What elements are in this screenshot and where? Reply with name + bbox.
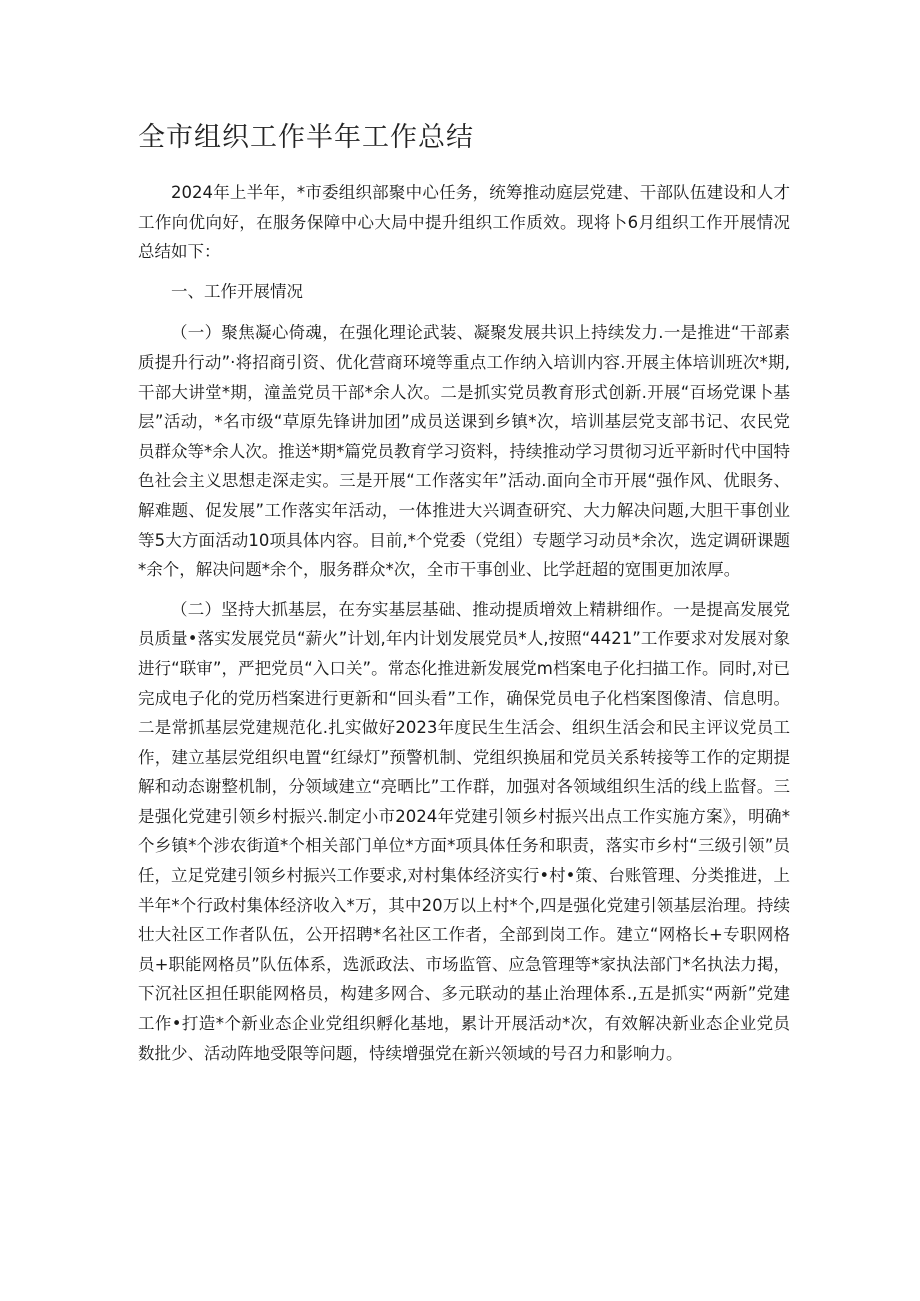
body-paragraph-2: （二）坚持大抓基层，在夯实基层基础、推动提质增效上精耕细作。一是提高发展党员质量•落实发展党员“薪火”计划,年内计划发展党员*人,按照“4421”工作要求对发展对象进行“联审”，严把党员“入口关”。常态化推进新发展党m档案电子化扫描工作。同时,对已完成电子化的党历档案进行更新和“回头看”工作，确保党员电子化档案图像清、信息明。二是常抓基层党建规范化.扎实做好2023年度民生生活会、组织生活会和民主评议党员工作，建立基层党组织电置“红绿灯”预警机制、党组织换届和党员关系转接等工作的定期提解和动态谢整机制，分领域建立“亮晒比”工作群，加强对各领域组织生活的线上监督。三是强化党建引领乡村振兴.制定小市2024年党建引领乡村振兴出点工作实施方案》，明确*个乡镇*个涉农街道*个相关部门单位*方面*项具体任务和职责，落实市乡村“三级引领”员任，立足党建引领乡村振兴工作要求,对村集体经济实行•村•策、台账管理、分类推进，上半年*个行政村集体经济收入*万，其中20万以上村*个,四是强化党建引领基层治理。持续壮大社区工作者队伍，公开招聘*名社区工作者，全部到岗工作。建立“网格长+专职网格员+职能网格员”队伍体系，选派政法、市场监管、应急管理等*家执法部门*名执法力掲，下沉社区担任职能网格员，构建多网合、多元联动的基止治理体系.,五是抓实“两新”党建工作•打造*个新业态企业党组织孵化基地，累计开展活动*次，有效解决新业态企业党员数批少、活动阵地受限等问题，恃续增强党在新兴领域的号召力和影响力。 <box>138 599 790 1063</box>
body-paragraph-1: （一）聚焦凝心倚魂，在强化理论武装、凝聚发展共识上持续发力.一是推进“干部素质提升行动”·将招商引资、优化营商环境等重点工作纳入培训内容.开展主体培训班次*期,干部大讲堂*期，潼盖党员干部*余人次。二是抓实党员教育形式创新.开展“百场党课卜基层”活动，*名市级“草原先锋讲加团”成员送课到乡镇*次，培训基层党支部书记、农民党员群众等*余人次。推送*期*篇党员教育学习资料，持续推动学习贯彻习近平新时代中国特色社会主义思想走深走实。三是开展“工作落实年”活动.面向全市开展“强作风、优眼务、解难题、促发展”工作落实年活动，一体推进大兴调查研究、大力解决问题,大胆干事创业等5大方面活动10项具体内容。目前,*个党委（党组）专题学习动员*余次，选定调研课题*余个，解决问题*余个，服务群众*次，全市干事创业、比学赶超的宽围更加浓厚。 <box>138 323 790 580</box>
document-body <box>138 178 790 1078</box>
document-title: 全市组织工作半年工作总结 <box>138 122 474 153</box>
intro-paragraph: 2024年上半年，*市委组织部聚中心任务，统筹推动庭层党建、干部队伍建设和人才工作向优向好，在服务保障中心大局中提升组织工作质效。现将卜6月组织工作开展情况总结如下： <box>138 183 790 262</box>
section-heading: 一、工作开展情况 <box>171 281 303 301</box>
